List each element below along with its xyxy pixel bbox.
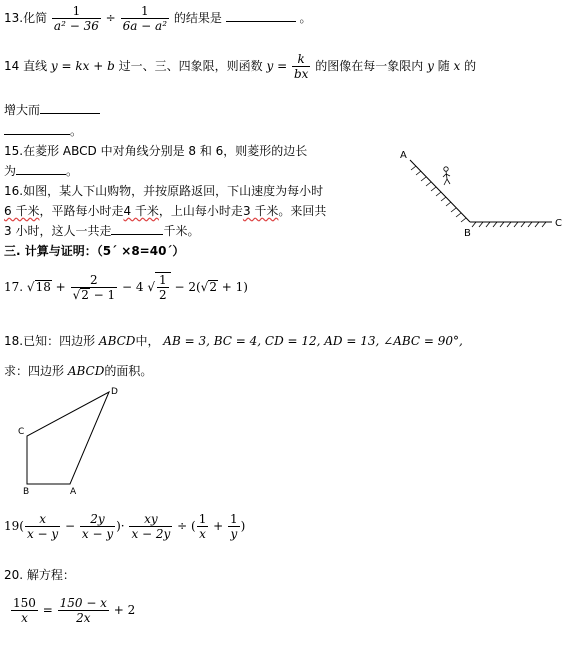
q16-line1: 16.如图，某人下山购物，并按原路返回，下山速度为每小时 [4, 184, 324, 198]
quadrilateral-abcd [27, 392, 109, 484]
q17-label: 17. [4, 280, 24, 294]
q18-label-b: B [23, 487, 30, 496]
section-3-title: 三. 计算与证明：（5´ ×8=40´） [4, 244, 185, 258]
q17-minus4: − 4 [122, 280, 144, 294]
q14-answer-blank-2[interactable] [4, 122, 70, 135]
q16-line2-b: ，平路每小时走 [39, 204, 124, 218]
q18-line2-prefix: 求：四边形 [4, 364, 65, 378]
q14-frac-den: bx [293, 67, 309, 81]
q20-tail: + 2 [113, 603, 136, 617]
q14-mid: 过一、三、四象限，则函数 [118, 59, 263, 73]
q13-f2-den: 6a − a² [122, 19, 167, 33]
q14-frac-num: k [292, 52, 310, 67]
question-13 [4, 4, 312, 33]
question-15 [4, 142, 307, 159]
q14-line-equation: y = kx + b [50, 59, 115, 73]
q17-inner-den: 2 [159, 288, 167, 302]
q14-line2-text: 增大而 [4, 103, 41, 117]
q13-f1-den: a² − 36 [53, 19, 99, 33]
q19-t4-den: x [199, 527, 206, 541]
q16-label-a: A [400, 150, 407, 161]
q15-line1: 15.在菱形 ABCD 中对角线分别是 8 和 6，则菱形的边长 [4, 144, 308, 158]
q13-fraction-1 [52, 4, 101, 33]
q17-den-sqrt: 2 [81, 288, 89, 302]
q20-rhs [58, 596, 109, 625]
q18-label-c: C [18, 427, 25, 437]
q16-speed-up: 3 千米 [242, 204, 279, 218]
q16-line3-b: 千米。 [163, 224, 200, 238]
q19-t3-num: xy [129, 512, 172, 527]
question-19: 19( $\frac{x}{x - y}$ − $\frac{2y}{x - y}$ )· $\frac{xy}{x - 2y}$ ÷ ( $\frac{1}{x}$ + $\frac{1}{y}$ ) [4, 512, 246, 541]
q19-t2-num: 2y [80, 512, 115, 527]
slope-line [410, 160, 470, 222]
q19-term5 [228, 512, 240, 541]
q14-sui: 随 [437, 59, 450, 73]
q13-suffix: 的结果是 [173, 11, 222, 25]
q16-line3 [4, 222, 199, 239]
q15-answer-blank[interactable] [16, 162, 66, 175]
section-3-heading [4, 242, 184, 259]
q17-plus1: + 1) [217, 280, 248, 294]
q14-de: 的 [464, 59, 477, 73]
q18-prefix: 18.已知：四边形 [4, 334, 96, 348]
q13-answer-blank[interactable] [226, 9, 296, 22]
q16-line2 [4, 202, 326, 219]
q18-quad: ABCD [98, 334, 136, 348]
q14-fraction [292, 52, 310, 81]
q16-label-c: C [555, 218, 562, 229]
q14-end: 。 [70, 124, 83, 138]
q19-t1-num: x [25, 512, 60, 527]
q19-t4-num: 1 [198, 512, 207, 526]
q16-answer-blank[interactable] [111, 222, 163, 235]
q18-line2-suffix: 的面积。 [104, 364, 153, 378]
q19-term3 [129, 512, 172, 541]
q19-label: 19 [4, 519, 20, 533]
q14-answer-blank-1[interactable] [40, 101, 100, 114]
q18-mid: 中， [135, 334, 160, 348]
q18-label-d: D [111, 387, 118, 397]
q14-line2 [4, 101, 100, 118]
q15-line2 [4, 162, 78, 179]
q15-line2-prefix: 为 [4, 164, 17, 178]
q17-plus: + [55, 280, 66, 294]
q18-line2 [4, 362, 152, 379]
q19-t5-num: 1 [230, 512, 238, 526]
q16-figure [392, 142, 568, 238]
q18-figure [14, 384, 124, 496]
q18-conditions: AB = 3, BC = 4, CD = 12, AD = 13, ∠ABC = 90°, [163, 334, 463, 348]
q13-end: 。 [299, 11, 312, 25]
q20-rhs-num: 150 − x [59, 596, 107, 610]
q19-term2 [80, 512, 115, 541]
q16-speed-flat: 4 千米 [123, 204, 159, 218]
q19-term4 [197, 512, 209, 541]
q17-inner-num: 1 [159, 273, 167, 287]
q13-f2-num: 1 [121, 4, 169, 19]
q14-func-lhs: y = [266, 59, 288, 73]
q17-frac-num: 2 [71, 273, 118, 288]
q20-rhs-den: 2x [76, 611, 91, 625]
q17-sqrt2: 2 [209, 280, 217, 294]
q17-frac-den: √2 − 1 [72, 288, 116, 302]
question-16 [4, 182, 323, 199]
question-17: 17. √18 + $\frac{2}{√2 - 1}$ − 4 √ $\frac{1}{2}$ − 2(√2 + 1) [4, 273, 248, 302]
q13-prefix: 13.化简 [4, 11, 48, 25]
q19-t3-den: x − 2y [131, 527, 171, 541]
question-18 [4, 332, 463, 349]
q19-t2-den: x − y [81, 527, 114, 541]
q14-prefix: 14 直线 [4, 59, 48, 73]
q14-x: x [453, 59, 461, 73]
question-20 [4, 566, 75, 583]
q16-speed-down: 6 千米 [4, 204, 40, 218]
q17-fraction [71, 273, 118, 302]
q14-y: y [427, 59, 434, 73]
q16-line3-a: 3 小时，这人一共走 [4, 224, 112, 238]
q20-lhs-den: x [21, 611, 28, 625]
q15-end: 。 [66, 164, 79, 178]
question-14 [4, 52, 476, 81]
q17-minus2: − 2( [174, 280, 201, 294]
q14-line3 [4, 122, 82, 139]
q17-den-rest: − 1 [89, 288, 116, 302]
q18-label-a: A [70, 487, 77, 496]
q19-term1 [25, 512, 60, 541]
q17-sqrt-half [155, 272, 171, 302]
q18-line2-quad: ABCD [67, 364, 105, 378]
q16-line2-d: ，上山每小时走 [158, 204, 243, 218]
q20-lhs [11, 596, 38, 625]
q13-fraction-2 [121, 4, 169, 33]
walking-person-icon [443, 167, 450, 185]
q17-sqrt18: 18 [35, 280, 51, 294]
q19-t1-den: x − y [26, 527, 59, 541]
q20-label: 20. 解方程： [4, 568, 75, 582]
q13-f1-num: 1 [52, 4, 101, 19]
q16-label-b: B [464, 228, 471, 238]
q20-equation: $\frac{150}{x}$ = $\frac{150 - x}{2x}$ + 2 [13, 596, 136, 625]
q14-tail: 的图像在每一象限内 [315, 59, 424, 73]
q13-divide: ÷ [105, 11, 116, 25]
q20-lhs-num: 150 [13, 596, 36, 610]
q16-line2-f: 。来回共 [278, 204, 327, 218]
q19-t5-den: y [230, 527, 238, 541]
